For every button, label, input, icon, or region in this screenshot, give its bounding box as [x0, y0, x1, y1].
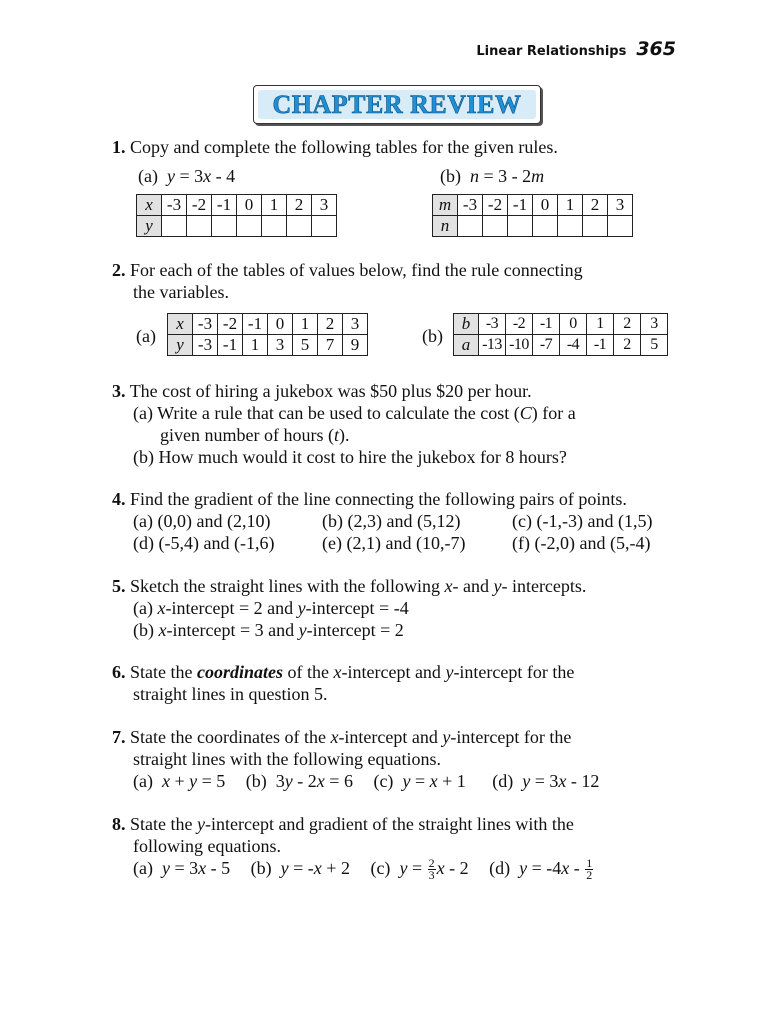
table-cell: -3 [458, 195, 483, 216]
empty-cell [583, 216, 608, 237]
chapter-title: CHAPTER REVIEW [272, 89, 522, 119]
part-label: (a) [136, 326, 156, 346]
question-6-line2: straight lines in question 5. [133, 684, 328, 704]
rule-var: n [470, 166, 479, 186]
table-cell: -2 [506, 314, 533, 335]
var-c: C [519, 403, 532, 423]
q2a-table [167, 313, 368, 356]
q4-option-f: (f) (-2,0) and (5,-4) [512, 533, 651, 553]
table-cell: -13 [479, 335, 506, 356]
empty-cell [212, 216, 237, 237]
q1a-table [136, 194, 337, 237]
table-cell: -1 [508, 195, 533, 216]
q1a-rule [138, 165, 235, 187]
q3-part-a-end: ) for a [531, 403, 576, 423]
table-cell: 0 [237, 195, 262, 216]
var-x: x [330, 727, 339, 747]
q7-eq-c: y = x + 1 [402, 771, 466, 791]
q2b-table [453, 313, 668, 356]
var-y: y [442, 727, 451, 747]
q6-text-a: State the [130, 662, 197, 682]
part-label: (a) [133, 858, 153, 878]
q4-option-e: (e) (2,1) and (10,-7) [322, 533, 466, 553]
q4-option-d: (d) (-5,4) and (-1,6) [133, 533, 275, 553]
var-y: y [196, 814, 205, 834]
table-cell: 3 [312, 195, 337, 216]
q7-eq-d: y = 3x - 12 [522, 771, 600, 791]
q5-part-a [133, 597, 409, 619]
table-row [454, 335, 668, 356]
section-title: Linear Relationships [476, 44, 627, 59]
rule-tail: - 4 [211, 166, 236, 186]
q6-text-c: -intercept and [341, 662, 446, 682]
q3-part-a [133, 402, 576, 424]
part-label: (c) [373, 771, 394, 791]
part-label: (b) [133, 620, 159, 640]
q8-eq-c: y = $\frac{2}{3}$ x - 2 [399, 856, 469, 883]
table-cell: 1 [293, 314, 318, 335]
empty-cell [162, 216, 187, 237]
question-2-line2: the variables. [133, 282, 229, 302]
table-cell: 2 [287, 195, 312, 216]
row-head: x [168, 314, 193, 335]
question-number: 6. [112, 662, 126, 682]
rule-expr: = 3 - 2 [479, 166, 532, 186]
rule-x: m [531, 166, 545, 186]
table-cell: -1 [218, 335, 243, 356]
question-number: 3. [112, 381, 126, 401]
table-cell: -1 [533, 314, 560, 335]
empty-cell [312, 216, 337, 237]
q5-a-mid: -intercept = 2 and [165, 598, 298, 618]
question-7 [112, 726, 571, 748]
var-y: y [445, 662, 454, 682]
q4-option-a: (a) (0,0) and (2,10) [133, 511, 271, 531]
page-number: 365 [636, 38, 676, 60]
empty-cell [262, 216, 287, 237]
question-1 [112, 136, 558, 158]
chapter-title-box [253, 85, 541, 124]
empty-cell [187, 216, 212, 237]
empty-cell [458, 216, 483, 237]
table-cell: -2 [218, 314, 243, 335]
row-head: m [433, 195, 458, 216]
empty-cell [287, 216, 312, 237]
table-row [168, 314, 368, 335]
table-cell: -3 [193, 335, 218, 356]
fraction-numerator: 2 [428, 856, 435, 871]
table-cell: 7 [318, 335, 343, 356]
table-cell: 2 [614, 335, 641, 356]
fraction-numerator: 1 [586, 856, 593, 871]
var-x: x [333, 662, 342, 682]
chapter-title-panel [258, 90, 536, 119]
table-cell: -2 [187, 195, 212, 216]
question-8 [112, 813, 574, 835]
rule-x: x [203, 166, 212, 186]
q5-text-a: Sketch the straight lines with the following [130, 576, 445, 596]
table-cell: -3 [162, 195, 187, 216]
question-number: 1. [112, 137, 126, 157]
table-cell: 0 [533, 195, 558, 216]
empty-cell [533, 216, 558, 237]
q8-text-b: -intercept and gradient of the straight lines with the [204, 814, 574, 834]
q5-text-c: - intercepts. [501, 576, 587, 596]
table-cell: -1 [587, 335, 614, 356]
row-head: x [137, 195, 162, 216]
table-cell: 3 [268, 335, 293, 356]
empty-cell [508, 216, 533, 237]
table-cell: 0 [560, 314, 587, 335]
var-y: y [493, 576, 502, 596]
q7-text-b: -intercept and [338, 727, 443, 747]
table-cell: 1 [262, 195, 287, 216]
table-cell: 9 [343, 335, 368, 356]
row-head: b [454, 314, 479, 335]
row-head: y [137, 216, 162, 237]
var-x: x [158, 620, 167, 640]
q8-eq-a: y = 3x - 5 [161, 858, 231, 878]
empty-cell [237, 216, 262, 237]
table-cell: 2 [583, 195, 608, 216]
empty-cell [608, 216, 633, 237]
q8-eq-b: y = -x + 2 [280, 858, 350, 878]
question-4 [112, 488, 627, 510]
table-cell: 1 [558, 195, 583, 216]
table-cell: 3 [608, 195, 633, 216]
q5-b-end: -intercept = 2 [306, 620, 404, 640]
q5-part-b [133, 619, 404, 641]
table-cell: -1 [212, 195, 237, 216]
table-cell: 2 [614, 314, 641, 335]
q4-option-c: (c) (-1,-3) and (1,5) [512, 511, 653, 531]
table-cell: 2 [318, 314, 343, 335]
q3-part-b: (b) How much would it cost to hire the jukebox for 8 hours? [133, 447, 567, 467]
rule-var: y [166, 166, 175, 186]
var-y: y [298, 620, 307, 640]
table-cell: -3 [479, 314, 506, 335]
fraction [585, 858, 593, 881]
row-head: y [168, 335, 193, 356]
question-text: The cost of hiring a jukebox was $50 plus $20 per hour. [129, 381, 532, 401]
q7-equations [133, 770, 599, 792]
question-3 [112, 380, 532, 402]
table-row [433, 195, 633, 216]
table-cell: 5 [293, 335, 318, 356]
table-row [433, 216, 633, 237]
q3-part-a-end2: ). [338, 425, 350, 445]
fraction [428, 858, 436, 881]
q8-eq-d: y = -4x - $\frac{1}{2}$ [519, 856, 593, 883]
table-cell: 3 [641, 314, 668, 335]
table-cell: -2 [483, 195, 508, 216]
q7-text-c: -intercept for the [450, 727, 572, 747]
table-cell: 1 [587, 314, 614, 335]
empty-cell [483, 216, 508, 237]
part-label: (b) [422, 326, 443, 346]
q8-equations [133, 857, 594, 881]
rule-expr: = 3 [174, 166, 204, 186]
question-number: 2. [112, 260, 126, 280]
q7-eq-a: x + y = 5 [161, 771, 226, 791]
running-head [476, 38, 676, 60]
table-row [137, 195, 337, 216]
question-5 [112, 575, 586, 597]
question-number: 4. [112, 489, 126, 509]
q6-emphasis: coordinates [196, 662, 283, 682]
var-x: x [444, 576, 453, 596]
part-label: (a) [138, 166, 158, 186]
empty-cell [558, 216, 583, 237]
question-2 [112, 259, 583, 281]
table-row [137, 216, 337, 237]
part-label: (d) [489, 858, 511, 878]
q3-part-a-text: (a) Write a rule that can be used to calculate the cost ( [133, 403, 520, 423]
q8-text-a: State the [130, 814, 197, 834]
table-cell: 3 [343, 314, 368, 335]
q3-part-a-cont [160, 424, 349, 446]
table-row [168, 335, 368, 356]
table-cell: 1 [243, 335, 268, 356]
table-cell: -3 [193, 314, 218, 335]
q5-b-mid: -intercept = 3 and [166, 620, 299, 640]
question-text: Copy and complete the following tables for the given rules. [130, 137, 558, 157]
var-t: t [333, 425, 339, 445]
question-text: For each of the tables of values below, find the rule connecting [130, 260, 583, 280]
row-head: n [433, 216, 458, 237]
fraction-denominator: 3 [428, 868, 435, 883]
part-label: (a) [133, 771, 153, 791]
part-label: (d) [492, 771, 514, 791]
part-label: (b) [250, 858, 272, 878]
q5-text-b: - and [452, 576, 494, 596]
table-cell: 5 [641, 335, 668, 356]
q7-text-a: State the coordinates of the [130, 727, 331, 747]
q5-a-end: -intercept = -4 [305, 598, 409, 618]
question-8-line2: following equations. [133, 836, 281, 856]
question-number: 8. [112, 814, 126, 834]
var-x: x [157, 598, 166, 618]
question-number: 7. [112, 727, 126, 747]
table-cell: -1 [243, 314, 268, 335]
q1b-table [432, 194, 633, 237]
table-row [454, 314, 668, 335]
part-label: (c) [370, 858, 391, 878]
q7-eq-b: 3y - 2x = 6 [275, 771, 353, 791]
q4-option-b: (b) (2,3) and (5,12) [322, 511, 461, 531]
var-y: y [297, 598, 306, 618]
table-cell: -10 [506, 335, 533, 356]
q1b-rule [440, 165, 544, 187]
table-cell: 0 [268, 314, 293, 335]
fraction-denominator: 2 [586, 868, 593, 883]
table-cell: -7 [533, 335, 560, 356]
q6-text-b: of the [283, 662, 334, 682]
question-text: Find the gradient of the line connecting the following pairs of points. [130, 489, 627, 509]
part-label: (b) [245, 771, 267, 791]
table-cell: -4 [560, 335, 587, 356]
part-label: (b) [440, 166, 461, 186]
question-6 [112, 661, 574, 683]
row-head: a [454, 335, 479, 356]
question-number: 5. [112, 576, 126, 596]
q6-text-d: -intercept for the [453, 662, 575, 682]
question-7-line2: straight lines with the following equations. [133, 749, 441, 769]
q3-part-a-text2: given number of hours ( [160, 425, 334, 445]
part-label: (a) [133, 598, 158, 618]
